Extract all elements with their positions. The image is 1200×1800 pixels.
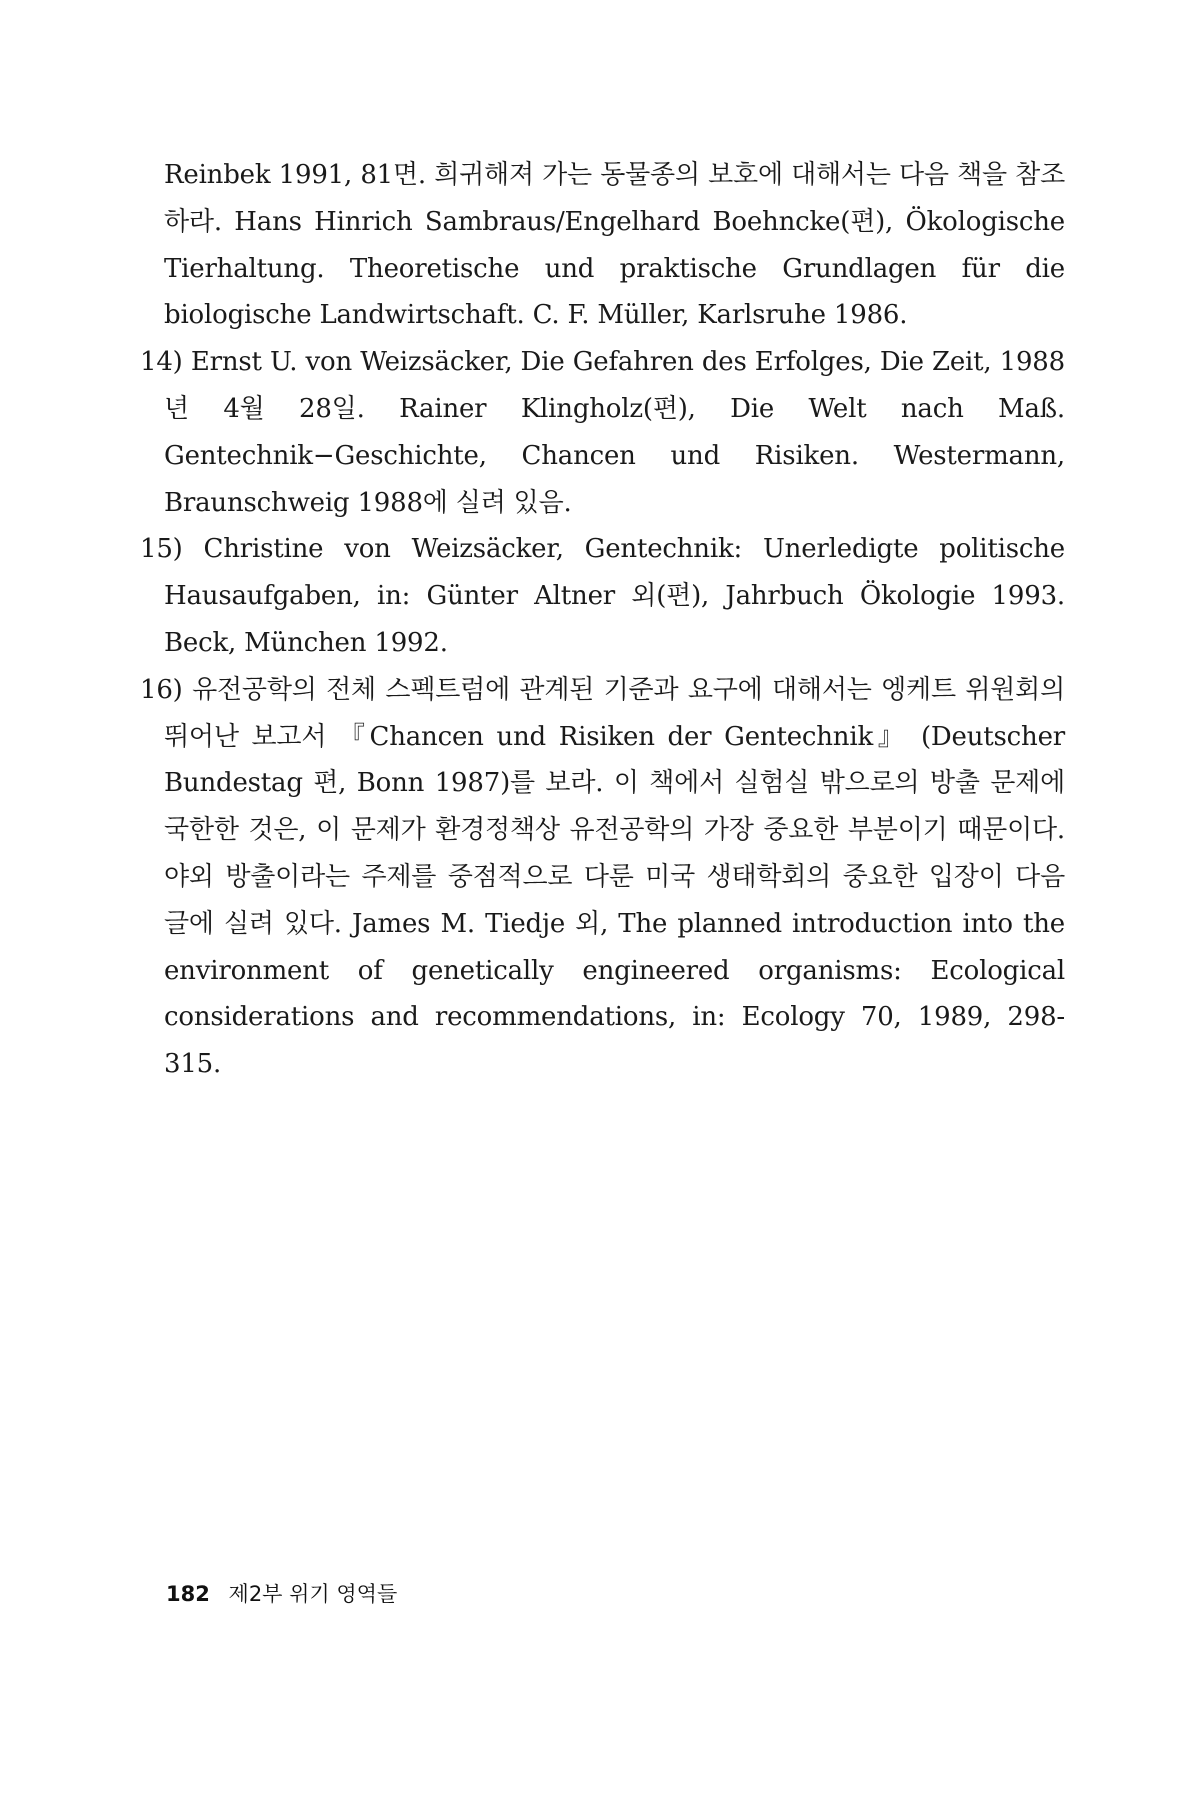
page-number: 182 <box>166 1582 210 1606</box>
footnote-14 <box>140 339 1065 526</box>
footnote-continuation <box>140 152 1065 339</box>
footnotes <box>140 152 1065 1088</box>
running-section-title: 제2부 위기 영역들 <box>228 1582 398 1606</box>
footnote-text: Ernst U. von Weizsäcker, Die Gefahren des Erfolges, Die Zeit, 1988년 4월 28일. Rainer Klingholz(편), Die Welt nach Maß. Gentechnik−Geschichte, Chancen und Risiken. Westermann, Braunschweig 1988에 실려 있음. <box>164 347 1065 518</box>
footnote-text: Christine von Weizsäcker, Gentechnik: Unerledigte politische Hausaufgaben, in: Günter Altner 외(편), Jahrbuch Ökologie 1993. Beck, München 1992. <box>164 534 1065 658</box>
footnote-15 <box>140 526 1065 666</box>
page-footer <box>166 1578 397 1608</box>
footnote-number: 14) <box>140 347 183 378</box>
footnote-number: 16) <box>140 674 183 705</box>
footnote-text: 유전공학의 전체 스펙트럼에 관계된 기준과 요구에 대해서는 엥케트 위원회의 뛰어난 보고서 『Chancen und Risiken der Gentechnik』 (Deutscher Bundestag 편, Bonn 1987)를 보라. 이 책에서 실험실 밖으로의 방출 문제에 국한한 것은, 이 문제가 환경정책상 유전공학의 가장 중요한 부분이기 때문이다. 야외 방출이라는 주제를 중점적으로 다룬 미국 생태학회의 중요한 입장이 다음 글에 실려 있다. James M. Tiedje 외, The planned introduction into the environment of genetically engineered organisms: Ecological considerations and recommendations, in: Ecology 70, 1989, 298-315. <box>164 674 1065 1080</box>
footnote-text: Reinbek 1991, 81면. 희귀해져 가는 동물종의 보호에 대해서는 다음 책을 참조하라. Hans Hinrich Sambraus/Engelhard Boehncke(편), Ökologische Tierhaltung. Theoretische und praktische Grundlagen für die biologische Landwirtschaft. C. F. Müller, Karlsruhe 1986. <box>164 160 1065 331</box>
footnote-number: 15) <box>140 534 183 565</box>
footnote-16 <box>140 667 1065 1088</box>
